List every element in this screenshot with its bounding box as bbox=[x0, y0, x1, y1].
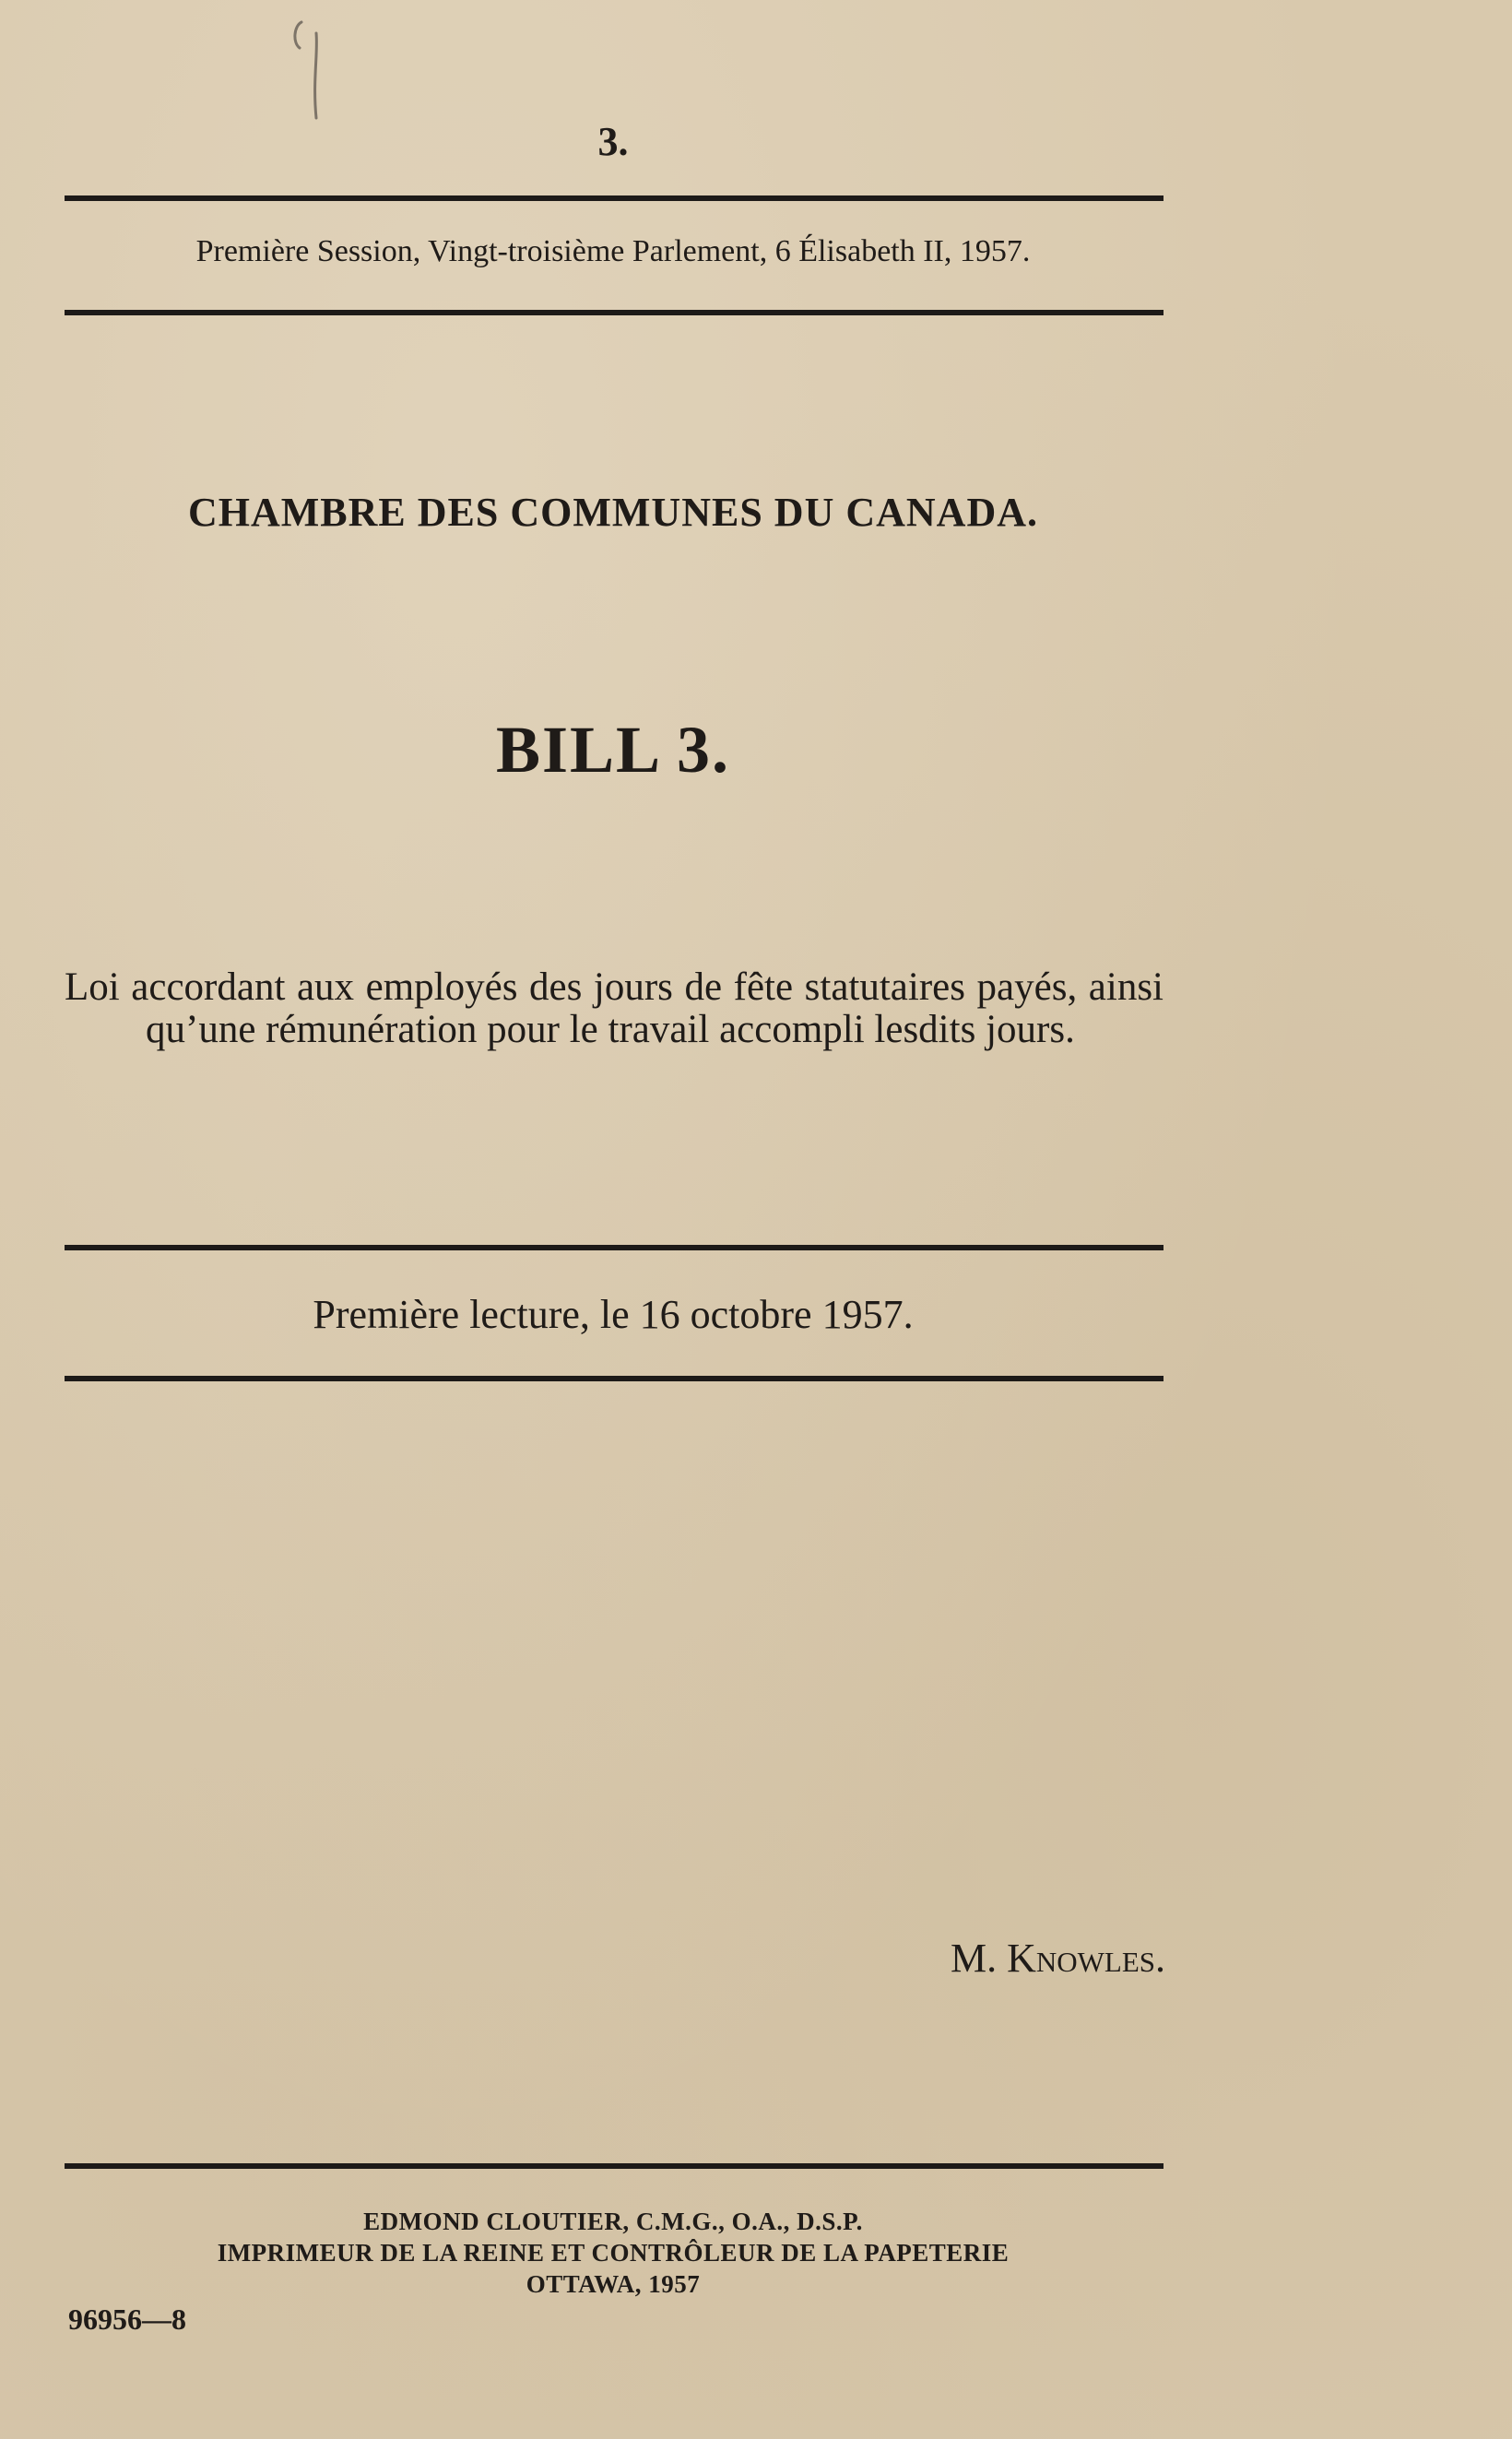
printer-name: EDMOND CLOUTIER, C.M.G., O.A., D.S.P. bbox=[363, 2208, 863, 2235]
bill-summary: Loi accordant aux employés des jours de fête statutaires payés, ainsi qu’une rémunération pour le travail accompli lesdits jours. bbox=[65, 965, 1164, 1051]
header-rule-bottom bbox=[65, 310, 1164, 315]
sponsor-name: M. Knowles. bbox=[950, 1936, 1165, 1981]
printer-location-year: OTTAWA, 1957 bbox=[526, 2270, 701, 2298]
reading-rule-top bbox=[65, 1245, 1164, 1250]
printer-title: IMPRIMEUR DE LA REINE ET CONTRÔLEUR DE LA PAPETERIE bbox=[217, 2239, 1010, 2267]
chamber-title: CHAMBRE DES COMMUNES DU CANADA. bbox=[188, 490, 1038, 535]
catalog-number: 96956—8 bbox=[68, 2303, 186, 2336]
header-rule-top bbox=[65, 195, 1164, 201]
reading-rule-bottom bbox=[65, 1376, 1164, 1381]
session-line: Première Session, Vingt-troisième Parlement, 6 Élisabeth II, 1957. bbox=[195, 234, 1031, 268]
first-reading-line: Première lecture, le 16 octobre 1957. bbox=[313, 1292, 914, 1337]
bill-number-header: 3. bbox=[597, 119, 629, 164]
printer-rule bbox=[65, 2163, 1164, 2169]
bill-title: BILL 3. bbox=[495, 713, 731, 787]
